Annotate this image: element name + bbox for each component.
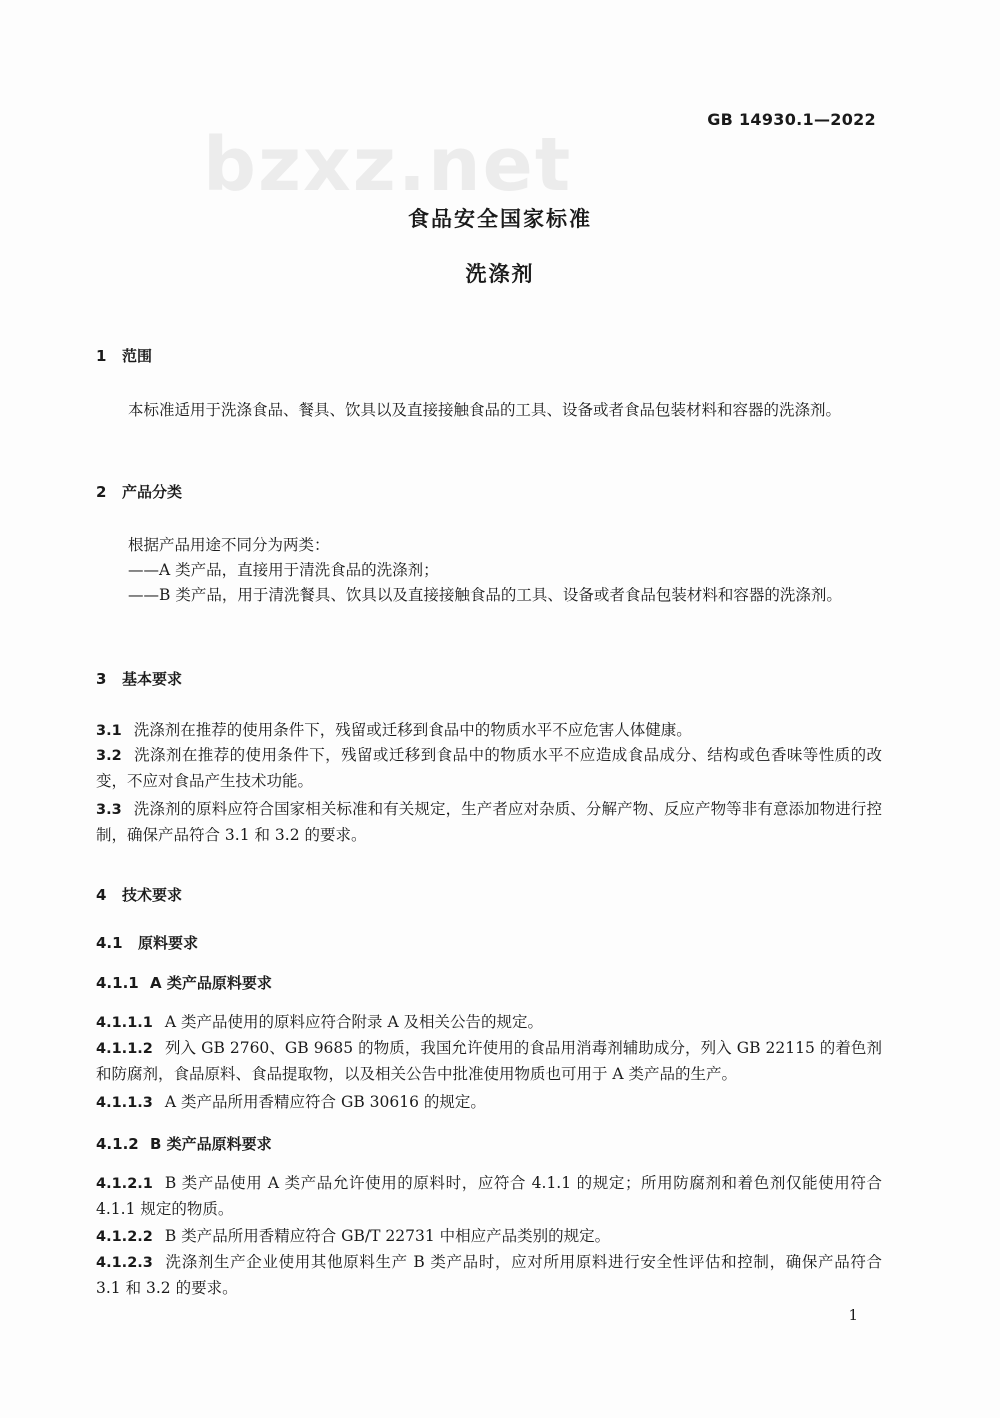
page-number: 1 bbox=[848, 1306, 858, 1324]
section-2-intro: 根据产品用途不同分为两类： bbox=[128, 536, 330, 554]
clause-text: 洗涤剂在推荐的使用条件下，残留或迁移到食品中的物质水平不应危害人体健康。 bbox=[133, 721, 692, 739]
clause-4-1-1-2 bbox=[96, 1036, 882, 1087]
document-title: 食品安全国家标准 bbox=[408, 207, 592, 231]
section-4-heading bbox=[96, 884, 182, 905]
list-item-a: ——A 类产品，直接用于清洗食品的洗涤剂； bbox=[128, 561, 439, 579]
section-number: 3 bbox=[96, 670, 107, 688]
clause-text: 洗涤剂生产企业使用其他原料生产 B 类产品时，应对所用原料进行安全性评估和控制，确保产品符合 3.1 和 3.2 的要求。 bbox=[96, 1253, 882, 1297]
clause-number: 4.1.2.1 bbox=[96, 1176, 153, 1192]
subsection-number: 4.1 bbox=[96, 934, 123, 952]
clause-3-3 bbox=[96, 797, 882, 848]
clause-number: 4.1.1.2 bbox=[96, 1041, 153, 1057]
subsection-title: 原料要求 bbox=[138, 934, 199, 952]
section-2-list bbox=[128, 558, 882, 608]
subsection-title: B 类产品原料要求 bbox=[150, 1135, 272, 1153]
clause-text: 列入 GB 2760、GB 9685 的物质，我国允许使用的食品用消毒剂辅助成分，列入 GB 22115 的着色剂和防腐剂，食品原料、食品提取物，以及相关公告中批准使用物质也可用于 A 类产品的生产。 bbox=[96, 1039, 882, 1083]
clause-number: 4.1.2.3 bbox=[96, 1255, 153, 1271]
clause-text: 洗涤剂在推荐的使用条件下，残留或迁移到食品中的物质水平不应造成食品成分、结构或色香味等性质的改变，不应对食品产生技术功能。 bbox=[96, 746, 882, 790]
subsection-4-1-1-heading bbox=[96, 972, 272, 993]
section-1-heading bbox=[96, 345, 152, 366]
clause-number: 4.1.2.2 bbox=[96, 1229, 153, 1245]
watermark: bzxz.net bbox=[203, 122, 573, 208]
clause-3-1 bbox=[96, 718, 882, 744]
clause-4-1-1-1 bbox=[96, 1010, 882, 1036]
section-1-body: 本标准适用于洗涤食品、餐具、饮具以及直接接触食品的工具、设备或者食品包装材料和容器的洗涤剂。 bbox=[128, 401, 842, 419]
clause-3-2 bbox=[96, 743, 882, 794]
clause-text: B 类产品使用 A 类产品允许使用的原料时，应符合 4.1.1 的规定；所用防腐剂和着色剂仅能使用符合 4.1.1 规定的物质。 bbox=[96, 1174, 882, 1218]
document-subtitle: 洗涤剂 bbox=[465, 262, 535, 286]
section-title: 基本要求 bbox=[122, 670, 183, 688]
standard-code: GB 14930.1—2022 bbox=[707, 110, 876, 129]
clause-text: A 类产品使用的原料应符合附录 A 及相关公告的规定。 bbox=[164, 1013, 544, 1031]
clause-text: A 类产品所用香精应符合 GB 30616 的规定。 bbox=[164, 1093, 486, 1111]
section-number: 4 bbox=[96, 886, 107, 904]
clause-number: 4.1.1.3 bbox=[96, 1095, 153, 1111]
section-number: 1 bbox=[96, 347, 107, 365]
clause-4-1-1-3 bbox=[96, 1090, 882, 1116]
clause-number: 3.1 bbox=[96, 723, 122, 739]
section-2-heading bbox=[96, 481, 182, 502]
clause-number: 4.1.1.1 bbox=[96, 1015, 153, 1031]
section-title: 产品分类 bbox=[122, 483, 183, 501]
clause-number: 3.3 bbox=[96, 802, 122, 818]
section-number: 2 bbox=[96, 483, 107, 501]
list-item-b: ——B 类产品，用于清洗餐具、饮具以及直接接触食品的工具、设备或者食品包装材料和容器的洗涤剂。 bbox=[128, 586, 842, 604]
subsection-title: A 类产品原料要求 bbox=[150, 974, 272, 992]
clause-number: 3.2 bbox=[96, 748, 122, 764]
clause-4-1-2-1 bbox=[96, 1171, 882, 1222]
clause-text: B 类产品所用香精应符合 GB/T 22731 中相应产品类别的规定。 bbox=[164, 1227, 611, 1245]
clause-4-1-2-2 bbox=[96, 1224, 882, 1250]
subsection-number: 4.1.2 bbox=[96, 1135, 139, 1153]
subsection-4-1-heading bbox=[96, 932, 198, 953]
section-title: 范围 bbox=[122, 347, 153, 365]
subsection-4-1-2-heading bbox=[96, 1133, 272, 1154]
section-title: 技术要求 bbox=[122, 886, 183, 904]
subsection-number: 4.1.1 bbox=[96, 974, 139, 992]
clause-4-1-2-3 bbox=[96, 1250, 882, 1301]
section-3-heading bbox=[96, 668, 182, 689]
clause-text: 洗涤剂的原料应符合国家相关标准和有关规定，生产者应对杂质、分解产物、反应产物等非有意添加物进行控制，确保产品符合 3.1 和 3.2 的要求。 bbox=[96, 800, 882, 844]
